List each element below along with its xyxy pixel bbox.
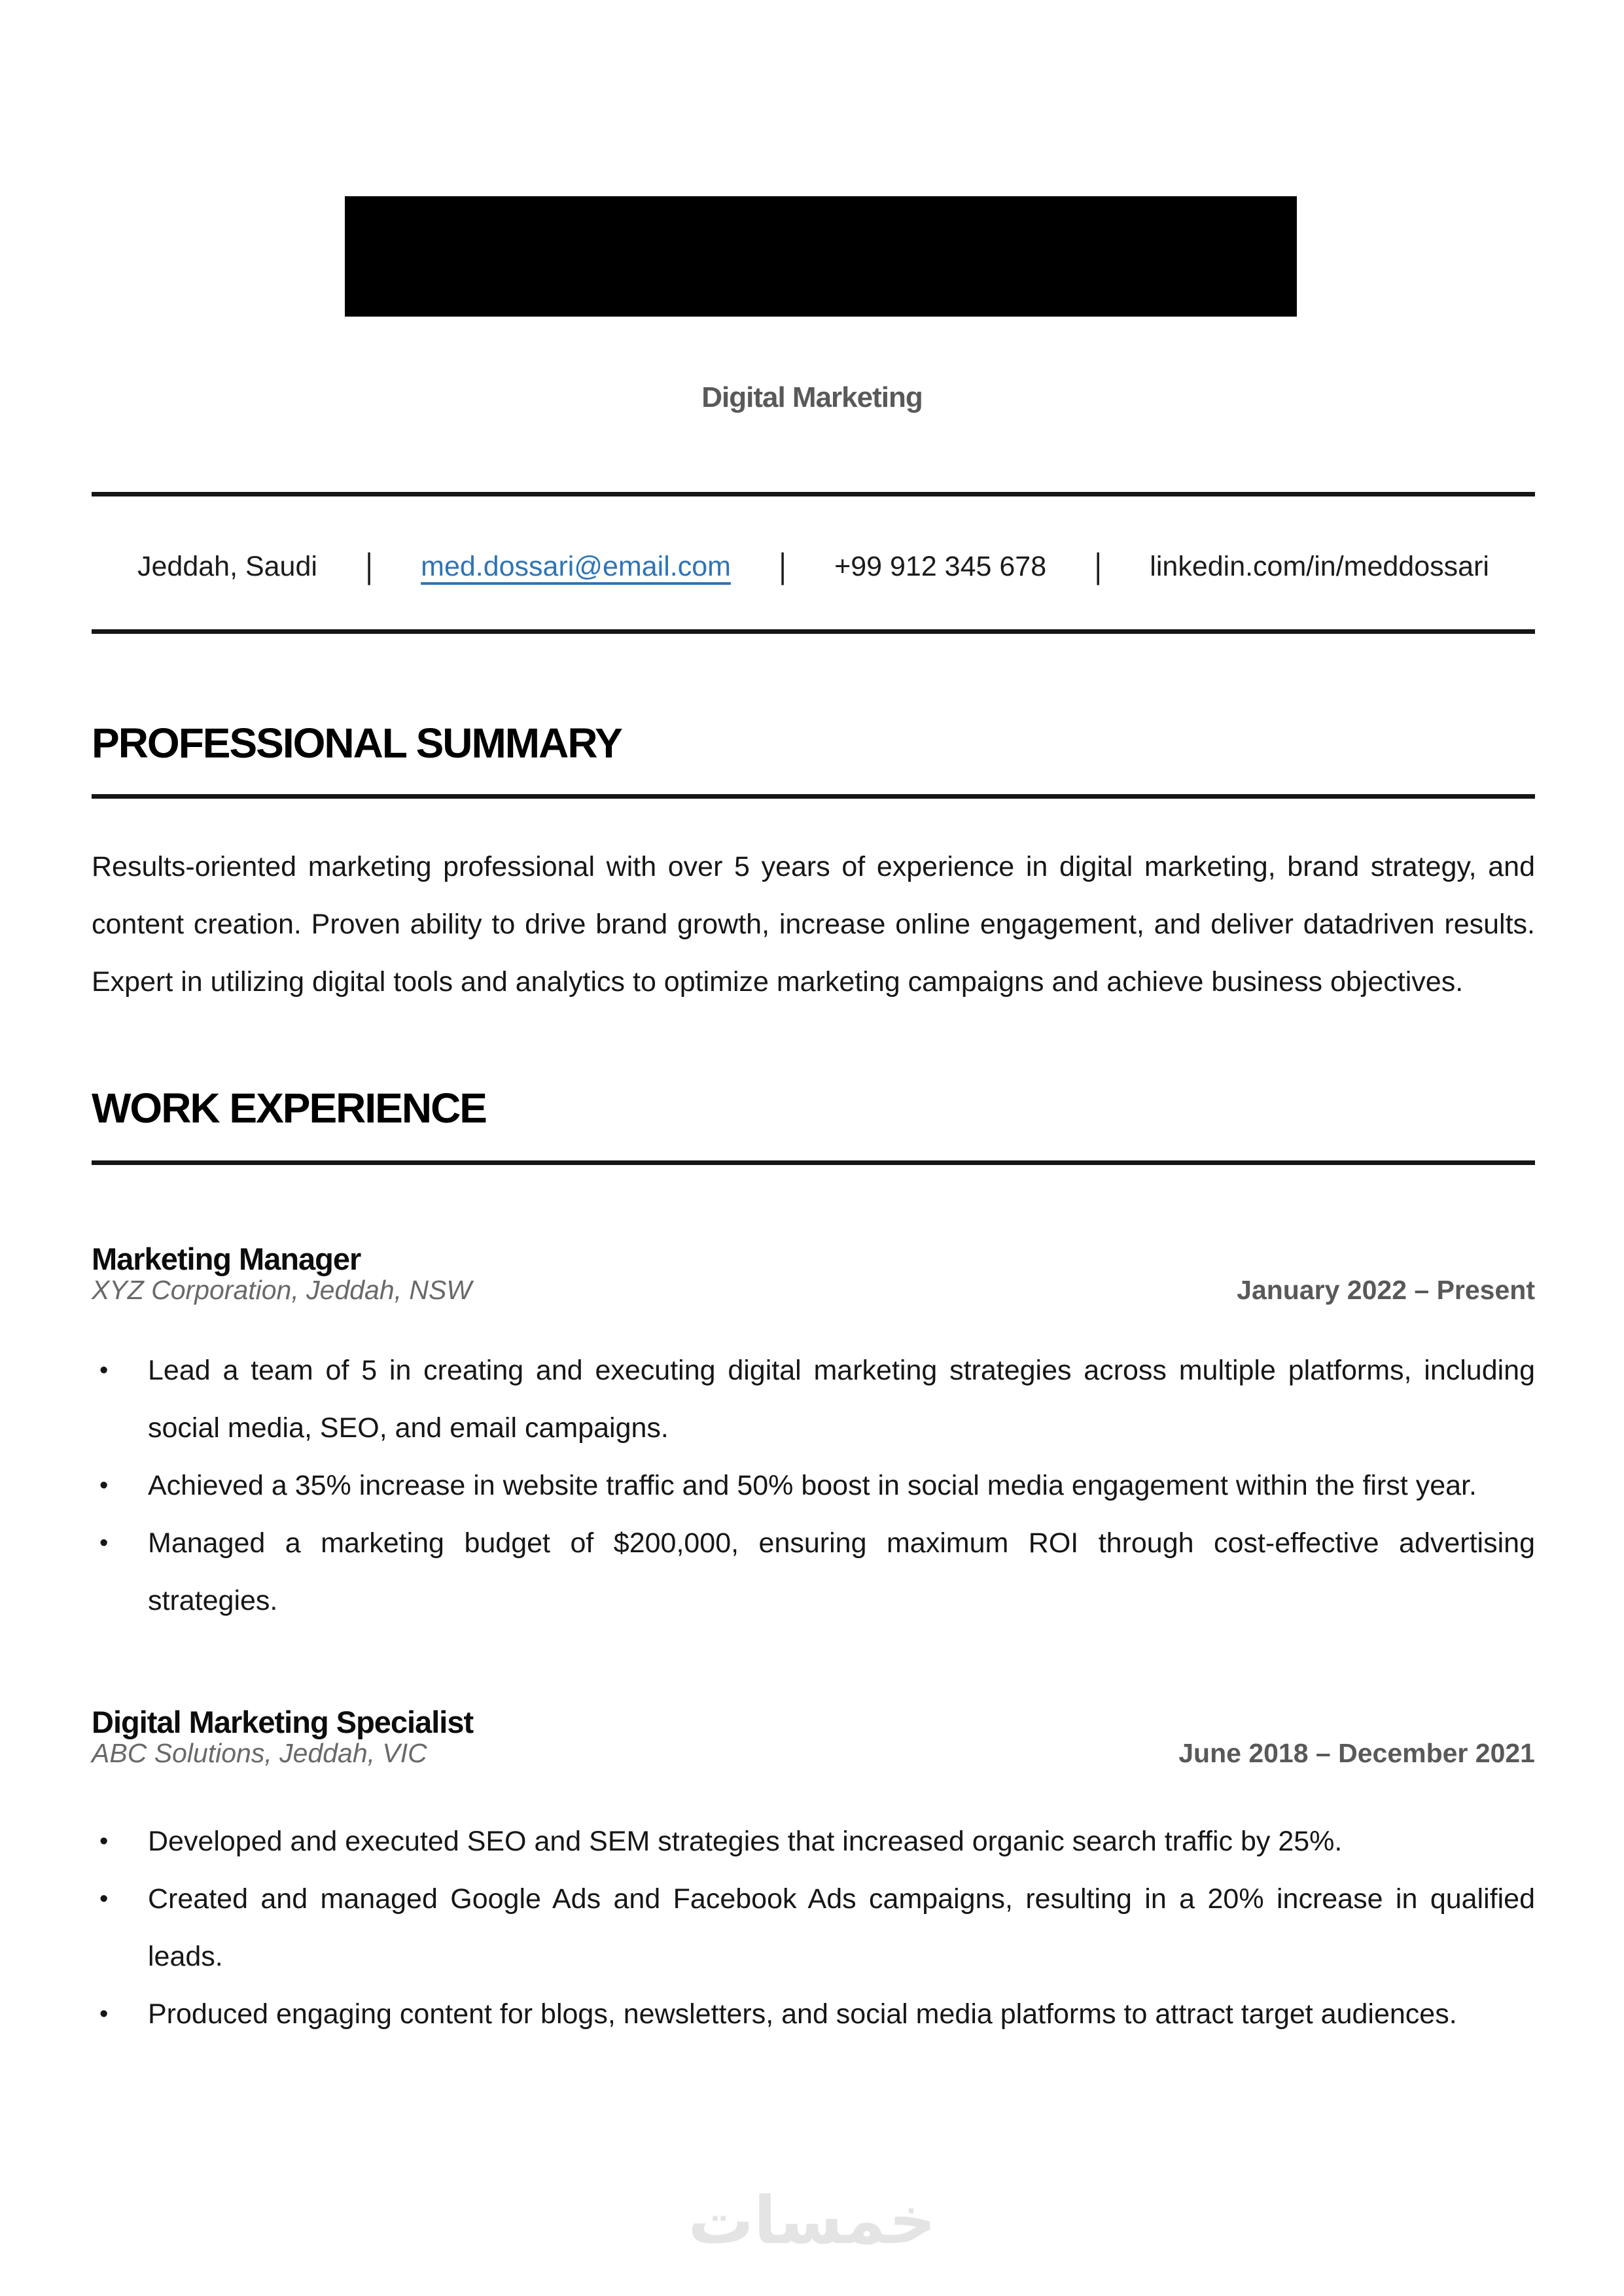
contact-location: Jeddah, Saudi xyxy=(137,550,317,582)
section-heading-professional-summary: PROFESSIONAL SUMMARY xyxy=(92,720,622,767)
bullet-item xyxy=(92,1870,1535,1985)
job-dates: June 2018 – December 2021 xyxy=(1178,1738,1535,1768)
section-heading-work-experience: WORK EXPERIENCE xyxy=(92,1085,486,1132)
pipe-separator: | xyxy=(779,546,786,586)
bullet-item xyxy=(92,1457,1535,1514)
summary-paragraph: Results-oriented marketing professional with over 5 years of experience in digital marketing, brand strategy, and content creation. Proven ability to drive brand growth, increase online engagement, and deliver datadriven results. Expert in utilizing digital tools and analytics to optimize marketing campaigns and achieve business objectives. xyxy=(92,851,1535,998)
bullet-item xyxy=(92,1813,1535,1870)
job-title: Digital Marketing Specialist xyxy=(92,1705,474,1739)
bullet-marker: • xyxy=(99,1529,109,1557)
bullet-marker: • xyxy=(99,1885,109,1913)
pipe-separator: | xyxy=(365,546,373,586)
job-company: ABC Solutions, Jeddah, VIC xyxy=(92,1738,427,1768)
khamsat-watermark: خمسات xyxy=(688,2182,936,2259)
bullet-marker: • xyxy=(99,2000,109,2028)
job-title: Marketing Manager xyxy=(92,1242,361,1276)
email-link[interactable]: med.dossari@email.com xyxy=(421,550,731,582)
job-company: XYZ Corporation, Jeddah, NSW xyxy=(92,1275,472,1305)
bullet-text: Produced engaging content for blogs, newsletters, and social media platforms to attract target audiences. xyxy=(148,1998,1457,2030)
bullet-item xyxy=(92,1342,1535,1457)
contact-linkedin: linkedin.com/in/meddossari xyxy=(1150,550,1489,582)
divider xyxy=(92,492,1535,496)
divider xyxy=(92,794,1535,799)
job-meta-row xyxy=(92,1270,1535,1310)
contact-row xyxy=(92,542,1535,591)
bullet-list xyxy=(92,1813,1535,2043)
resume-subtitle: Digital Marketing xyxy=(701,381,923,413)
bullet-item xyxy=(92,1514,1535,1629)
bullet-item xyxy=(92,1985,1535,2043)
job-meta-row xyxy=(92,1733,1535,1773)
bullet-marker: • xyxy=(99,1472,109,1499)
bullet-marker: • xyxy=(99,1357,109,1384)
contact-phone: +99 912 345 678 xyxy=(834,550,1047,582)
divider xyxy=(92,629,1535,634)
redacted-name-box xyxy=(345,196,1297,317)
job-dates: January 2022 – Present xyxy=(1237,1275,1535,1305)
bullet-text: Managed a marketing budget of $200,000, ensuring maximum ROI through cost-effective advertising strategies. xyxy=(148,1527,1535,1616)
bullet-text: Achieved a 35% increase in website traffic and 50% boost in social media engagement within the first year. xyxy=(148,1470,1477,1501)
bullet-text: Developed and executed SEO and SEM strategies that increased organic search traffic by 25%. xyxy=(148,1826,1343,1857)
bullet-text: Created and managed Google Ads and Facebook Ads campaigns, resulting in a 20% increase in qualified leads. xyxy=(148,1883,1535,1972)
bullet-list xyxy=(92,1342,1535,1629)
pipe-separator: | xyxy=(1094,546,1102,586)
divider xyxy=(92,1160,1535,1165)
bullet-text: Lead a team of 5 in creating and executing digital marketing strategies across multiple platforms, including social media, SEO, and email campaigns. xyxy=(148,1355,1535,1444)
bullet-marker: • xyxy=(99,1828,109,1855)
